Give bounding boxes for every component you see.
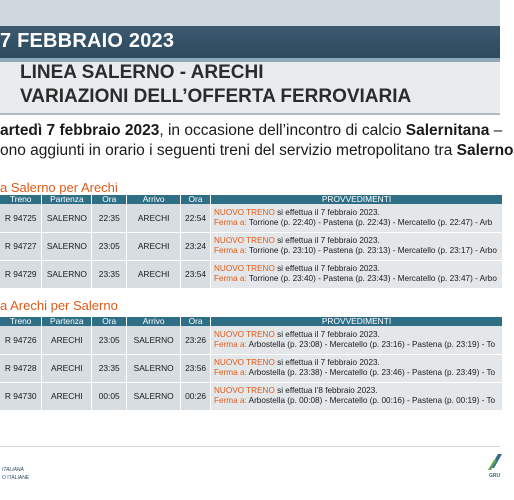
subtitle-line: VARIAZIONI DELL’OFFERTA FERROVIARIA (20, 86, 412, 107)
cell-arrivo: ARECHI (127, 260, 181, 288)
table-row (0, 382, 503, 410)
title-divider (0, 113, 500, 115)
fs-italiane-logo (0, 466, 29, 482)
stops-list: Arbostella (p. 23:38) - Mercatello (p. 23:46) - Pastena (p. 23:49) - To (246, 368, 496, 377)
intro-date: artedì 7 febbraio 2023 (0, 122, 160, 139)
measure-line-2 (214, 218, 502, 228)
operating-date: si effettua il 7 febbraio 2023. (274, 207, 380, 217)
intro-team: Salernitana (405, 122, 490, 139)
cell-provvedimenti (211, 260, 503, 288)
column-header: Ora (181, 195, 211, 204)
cell-provvedimenti (211, 382, 503, 410)
stops-label: Ferma a: (214, 396, 247, 405)
cell-treno: R 94727 (0, 232, 42, 260)
cell-provvedimenti (211, 204, 503, 232)
cell-partenza: ARECHI (42, 382, 92, 410)
footer-divider (0, 446, 500, 447)
new-train-label: NUOVO TRENO (214, 207, 275, 217)
stops-label: Ferma a: (214, 368, 247, 377)
gruppo-logo-icon (488, 452, 502, 472)
section-heading-arechi-salerno: a Arechi per Salerno (0, 298, 118, 313)
logo-line-1: ITALIANA (2, 467, 24, 473)
measure-line-1 (214, 386, 502, 396)
cell-ora2: 23:56 (181, 354, 211, 382)
new-train-label: NUOVO TRENO (214, 264, 275, 273)
operating-date: si effettua l’8 febbraio 2023. (274, 386, 378, 395)
cell-partenza: SALERNO (42, 204, 92, 232)
stops-label: Ferma a: (214, 246, 247, 255)
cell-treno: R 94726 (0, 326, 42, 354)
measure-line-2 (214, 246, 502, 256)
stops-list: Torrione (p. 23:40) - Pastena (p. 23:43) - Mercatello (p. 23:47) - Arbo (246, 274, 497, 283)
cell-ora2: 23:54 (181, 260, 211, 288)
cell-arrivo: SALERNO (127, 326, 181, 354)
column-header: Partenza (42, 195, 92, 204)
cell-ora1: 23:05 (92, 232, 127, 260)
table-row (0, 354, 503, 382)
new-train-label: NUOVO TRENO (214, 236, 275, 245)
operating-date: si effettua il 7 febbraio 2023. (274, 329, 380, 339)
operating-date: si effettua il 7 febbraio 2023. (274, 358, 380, 367)
table-row (0, 232, 503, 260)
cell-ora1: 23:35 (92, 260, 127, 288)
cell-ora2: 00:26 (181, 382, 211, 410)
intro-text-2: ono aggiunti in orario i seguenti treni del servizio metropolitano tra (0, 142, 457, 159)
top-band (0, 0, 500, 26)
section-heading-salerno-arechi: a Salerno per Arechi (0, 180, 118, 195)
intro-line-2 (0, 142, 514, 160)
column-header: Arrivo (127, 195, 181, 204)
new-train-label: NUOVO TRENO (214, 386, 275, 395)
cell-ora2: 23:24 (181, 232, 211, 260)
measure-line-2 (214, 274, 502, 284)
measure-line-2 (214, 368, 502, 378)
stops-list: Torrione (p. 23:10) - Pastena (p. 23:13) - Mercatello (p. 23:17) - Arbo (246, 246, 497, 255)
operating-date: si effettua il 7 febbraio 2023. (274, 264, 380, 273)
intro-dash: – (489, 122, 503, 139)
cell-partenza: ARECHI (42, 354, 92, 382)
intro-text-1: , in occasione dell’incontro di calcio (159, 122, 406, 139)
column-header: Arrivo (127, 317, 181, 326)
column-header: Treno (0, 195, 42, 204)
column-header: PROVVEDIMENTI (211, 195, 503, 204)
column-header: PROVVEDIMENTI (211, 317, 503, 326)
measure-line-1 (214, 208, 502, 218)
new-train-label: NUOVO TRENO (214, 358, 275, 367)
timetable-salerno-arechi (0, 195, 503, 289)
column-header: Ora (92, 195, 127, 204)
cell-arrivo: ARECHI (127, 232, 181, 260)
cell-ora1: 22:35 (92, 204, 127, 232)
intro-line-1 (0, 122, 502, 140)
cell-ora2: 22:54 (181, 204, 211, 232)
cell-arrivo: ARECHI (127, 204, 181, 232)
cell-partenza: SALERNO (42, 260, 92, 288)
column-header: Partenza (42, 317, 92, 326)
cell-treno: R 94728 (0, 354, 42, 382)
new-train-label: NUOVO TRENO (214, 329, 275, 339)
table-row (0, 326, 503, 354)
cell-treno: R 94729 (0, 260, 42, 288)
cell-partenza: ARECHI (42, 326, 92, 354)
stops-list: Arbostella (p. 23:08) - Mercatello (p. 23:16) - Pastena (p. 23:19) - To (246, 339, 496, 349)
cell-treno: R 94725 (0, 204, 42, 232)
banner-title: 7 FEBBRAIO 2023 (0, 30, 175, 52)
operating-date: si effettua il 7 febbraio 2023. (274, 236, 380, 245)
stops-label: Ferma a: (214, 217, 247, 227)
stops-list: Torrione (p. 22:40) - Pastena (p. 22:43) - Mercatello (p. 22:47) - Arb (246, 217, 493, 227)
measure-line-1 (214, 264, 502, 274)
stops-list: Arbostella (p. 00:08) - Mercatello (p. 00:16) - Pastena (p. 00:19) - To (246, 396, 496, 405)
measure-line-2 (214, 396, 502, 406)
measure-line-2 (214, 340, 502, 350)
table-header-row (0, 195, 503, 204)
cell-partenza: SALERNO (42, 232, 92, 260)
stops-label: Ferma a: (214, 274, 247, 283)
cell-arrivo: SALERNO (127, 354, 181, 382)
column-header: Ora (92, 317, 127, 326)
cell-provvedimenti (211, 326, 503, 354)
cell-treno: R 94730 (0, 382, 42, 410)
measure-line-1 (214, 358, 502, 368)
timetable-arechi-salerno (0, 317, 503, 411)
stops-label: Ferma a: (214, 339, 247, 349)
table-row (0, 204, 503, 232)
cell-ora1: 00:05 (92, 382, 127, 410)
cell-provvedimenti (211, 354, 503, 382)
cell-ora1: 23:05 (92, 326, 127, 354)
cell-provvedimenti (211, 232, 503, 260)
measure-line-1 (214, 236, 502, 246)
intro-city: Salerno (456, 142, 514, 159)
gruppo-logo-text: GRU (489, 473, 501, 479)
cell-arrivo: SALERNO (127, 382, 181, 410)
column-header: Ora (181, 317, 211, 326)
table-header-row (0, 317, 503, 326)
measure-line-1 (214, 330, 502, 340)
logo-line-2: O ITALIANE (2, 475, 30, 481)
title-line: LINEA SALERNO - ARECHI (20, 62, 264, 83)
column-header: Treno (0, 317, 42, 326)
cell-ora1: 23:35 (92, 354, 127, 382)
table-row (0, 260, 503, 288)
cell-ora2: 23:26 (181, 326, 211, 354)
